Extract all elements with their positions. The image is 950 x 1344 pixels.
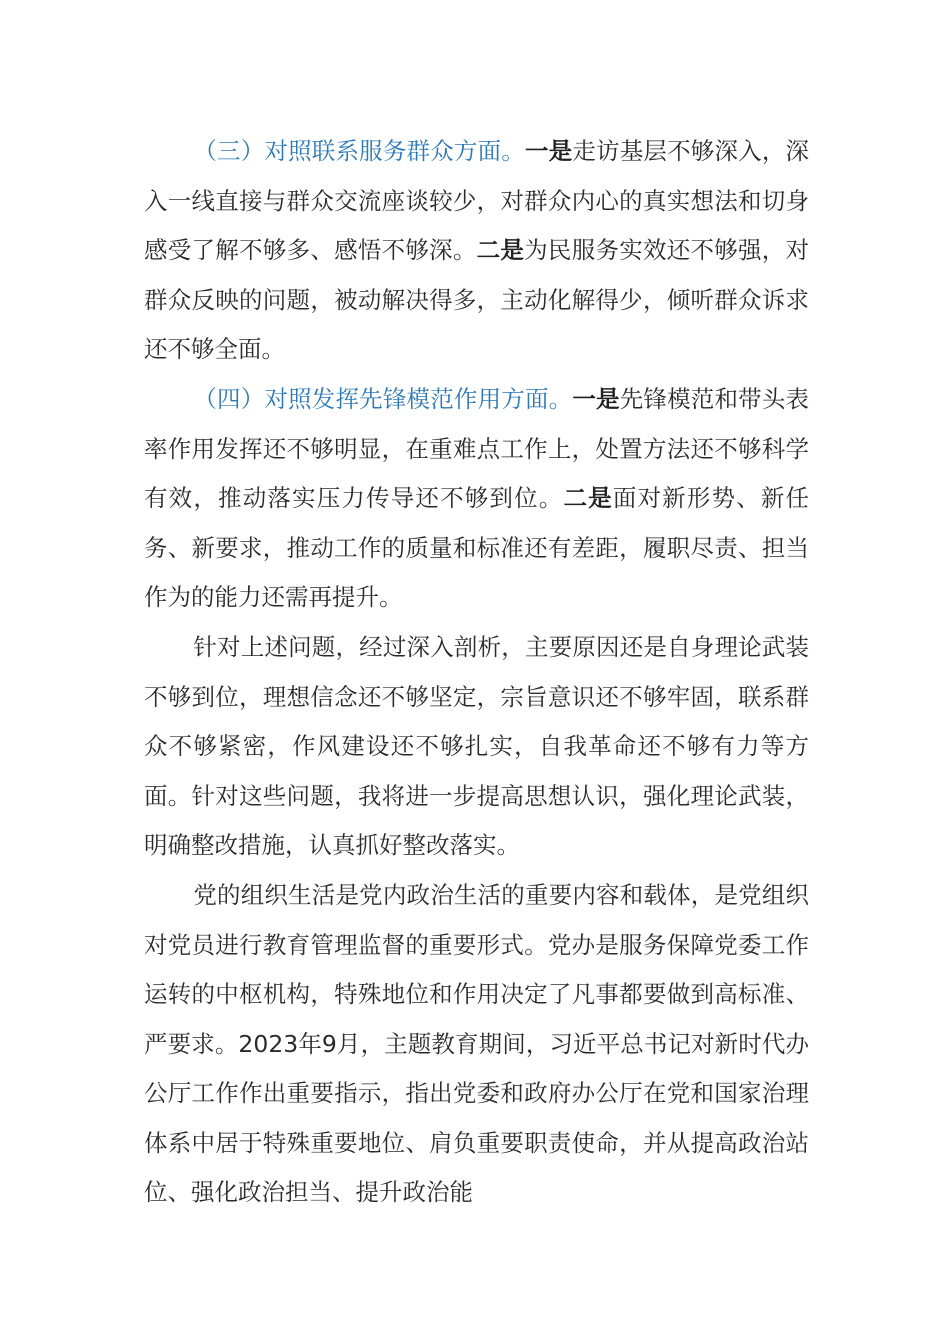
point-text-1: 走访基层不够深入，深入一线直接与群众交流座谈较少，对群众内心的真实想法和切身感受了解不够多、感悟不够深。 <box>144 137 810 265</box>
point-text-2: 面对新形势、新任务、新要求，推动工作的质量和标准还有差距，履职尽责、担当作为的能力还需再提升。 <box>144 484 810 612</box>
point-label-2: 二是 <box>563 484 613 513</box>
body-text: 党的组织生活是党内政治生活的重要内容和载体，是党组织对党员进行教育管理监督的重要形式。党办是服务保障党委工作运转的中枢机构，特殊地位和作用决定了凡事都要做到高标准、严要求。2023年9月，主题教育期间，习近平总书记对新时代办公厅工作作出重要指示，指出党委和政府办公厅在党和国家治理体系中居于特殊重要地位、肩负重要职责使命，并从提高政治站位、强化政治担当、提升政治能 <box>144 880 809 1207</box>
point-label-1: 一是 <box>572 384 620 413</box>
body-text: 针对上述问题，经过深入剖析，主要原因还是自身理论武装不够到位，理想信念还不够坚定，宗旨意识还不够牢固，联系群众不够紧密，作风建设还不够扎实，自我革命还不够有力等方面。针对这些问题，我将进一步提高思想认识，强化理论武装，明确整改措施，认真抓好整改落实。 <box>144 632 809 860</box>
paragraph-organizational-life <box>144 871 809 1218</box>
paragraph-vanguard-role <box>144 375 809 623</box>
point-label-2: 二是 <box>476 236 525 265</box>
section-heading-3: （三）对照联系服务群众方面。 <box>193 137 525 165</box>
section-heading-4: （四）对照发挥先锋模范作用方面。 <box>193 384 573 413</box>
paragraph-contact-masses <box>144 127 809 375</box>
document-body <box>144 127 809 1218</box>
paragraph-cause-analysis <box>144 623 809 871</box>
point-text-2: 为民服务实效还不够强，对群众反映的问题，被动解决得多，主动化解得少，倾听群众诉求还不够全面。 <box>144 236 810 364</box>
point-label-1: 一是 <box>524 137 573 165</box>
point-text-1: 先锋模范和带头表率作用发挥还不够明显，在重难点工作上，处置方法还不够科学有效，推动落实压力传导还不够到位。 <box>144 384 810 513</box>
